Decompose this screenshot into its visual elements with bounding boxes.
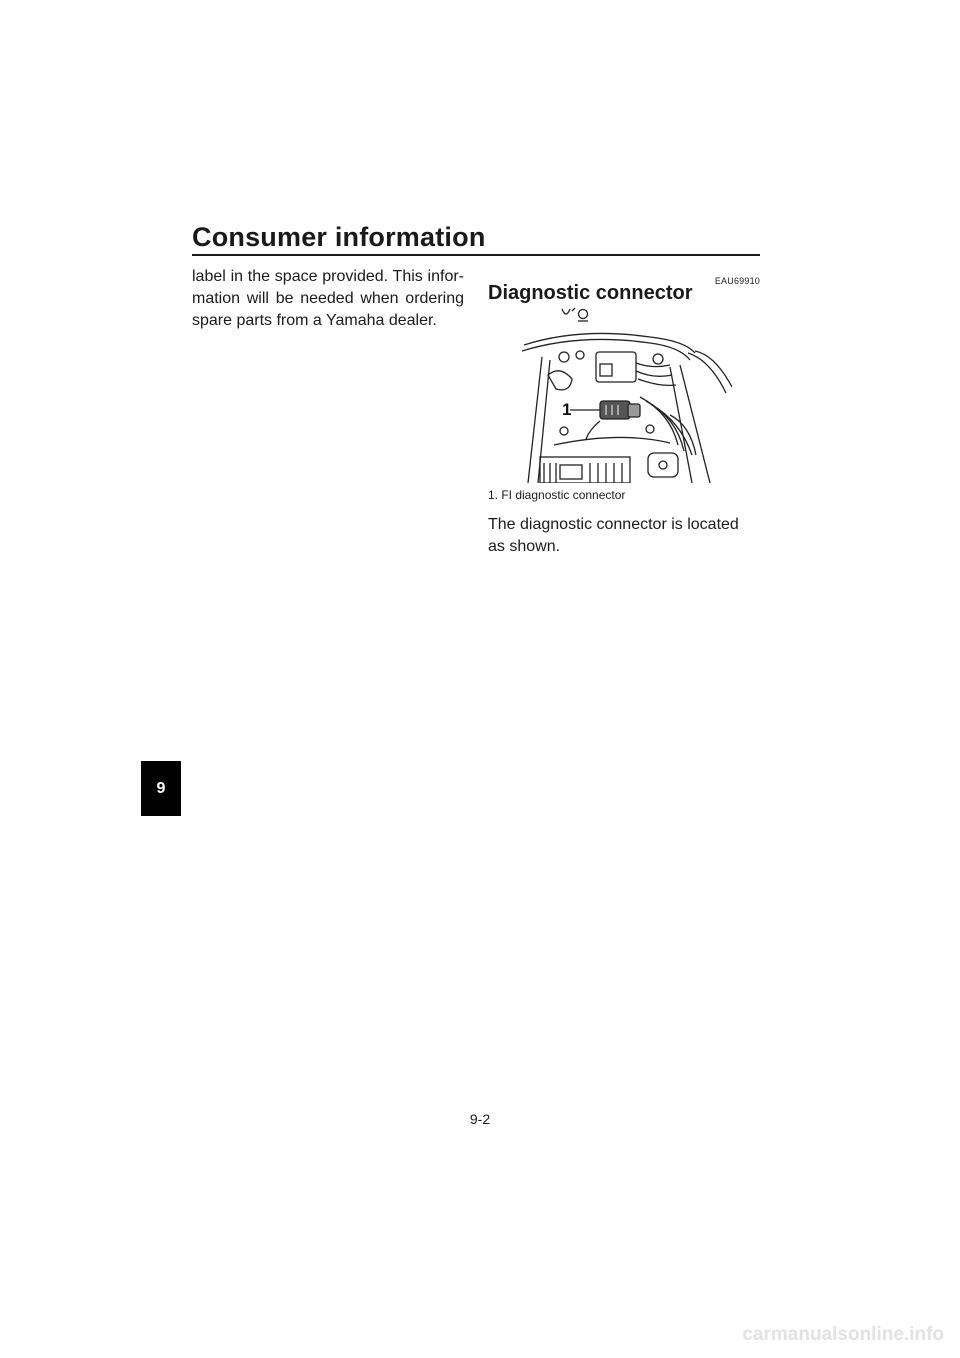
page-number: 9-2 [469, 1111, 491, 1127]
diagnostic-connector-illustration [520, 305, 732, 483]
figure-caption: 1. FI diagnostic connector [488, 488, 626, 502]
chapter-tab: 9 [141, 761, 181, 816]
watermark: carmanualsonline.info [742, 1324, 944, 1345]
section-title: Diagnostic connector [488, 282, 693, 304]
header-divider [192, 254, 760, 256]
section-code: EAU69910 [714, 276, 760, 286]
page-title: Consumer information [192, 222, 486, 252]
left-column-text: label in the space provided. This infor-mation will be needed when ordering spare parts from a Yamaha dealer. [192, 268, 464, 329]
section-body-text: The diagnostic connector is located as shown. [488, 516, 739, 555]
figure-callout-number: 1 [562, 400, 572, 419]
